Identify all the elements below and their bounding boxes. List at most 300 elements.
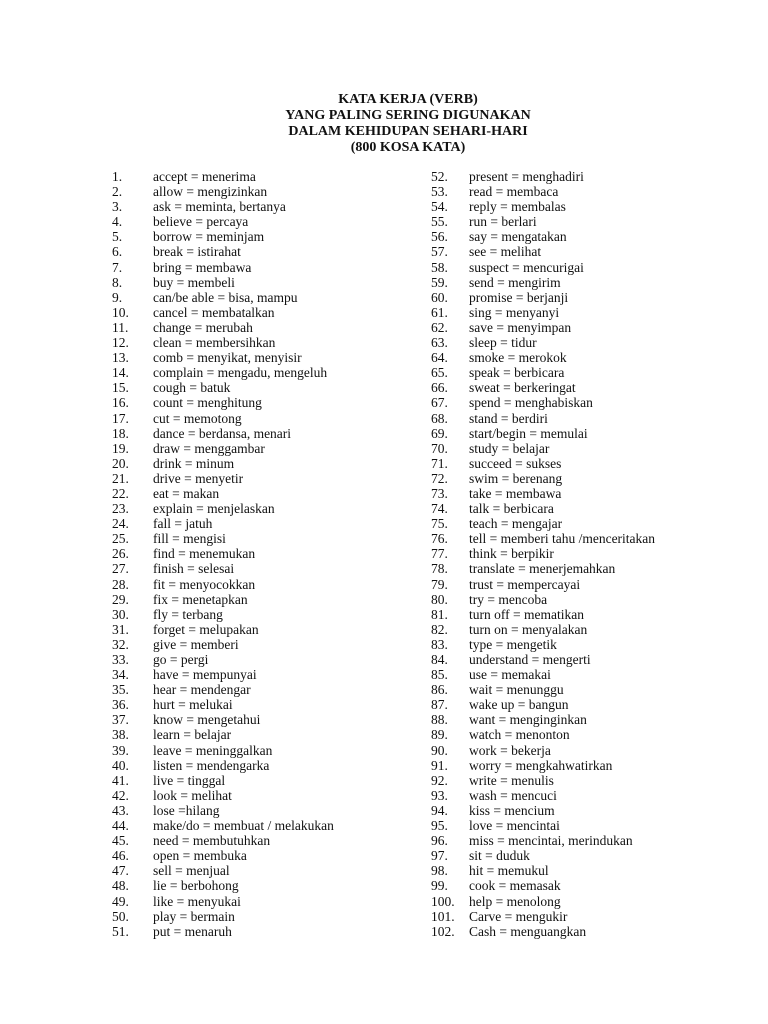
- vocab-row: [112, 637, 334, 652]
- vocab-entry: miss = mencintai, merindukan: [469, 833, 633, 849]
- vocab-entry: start/begin = memulai: [469, 425, 588, 441]
- vocab-number: 66.: [431, 380, 448, 396]
- vocab-row: [112, 320, 334, 335]
- vocab-number: 101.: [431, 908, 455, 924]
- vocab-row: [431, 169, 655, 184]
- vocab-entry: sleep = tidur: [469, 335, 537, 351]
- vocab-entry: understand = mengerti: [469, 652, 591, 667]
- vocab-number: 7.: [112, 259, 123, 275]
- vocab-row: [431, 561, 655, 576]
- vocab-number: 5.: [112, 229, 123, 245]
- vocab-entry: hit = memukul: [469, 863, 549, 879]
- vocab-number: 102.: [431, 923, 455, 939]
- vocab-number: 61.: [431, 304, 448, 320]
- vocab-entry: write = menulis: [469, 772, 554, 788]
- vocab-entry: want = menginginkan: [469, 712, 587, 728]
- vocab-entry: can/be able = bisa, mampu: [153, 289, 298, 305]
- vocab-number: 21.: [112, 470, 129, 486]
- vocab-number: 90.: [431, 742, 448, 758]
- vocab-number: 67.: [431, 395, 448, 411]
- vocab-entry: read = membaca: [469, 184, 559, 200]
- vocab-number: 46.: [112, 848, 129, 864]
- vocab-entry: fix = menetapkan: [153, 591, 248, 607]
- vocab-number: 37.: [112, 712, 129, 728]
- vocab-number: 60.: [431, 289, 448, 305]
- vocab-entry: have = mempunyai: [153, 667, 257, 683]
- vocab-entry: talk = berbicara: [469, 501, 554, 517]
- vocab-row: [431, 260, 655, 275]
- vocab-number: 36.: [112, 697, 129, 713]
- vocab-entry: promise = berjanji: [469, 289, 569, 305]
- vocab-row: [112, 169, 334, 184]
- vocab-row: [112, 682, 334, 697]
- vocab-entry: stand = berdiri: [469, 410, 548, 426]
- vocab-number: 39.: [112, 742, 129, 758]
- vocab-entry: fit = menyocokkan: [153, 576, 256, 592]
- vocab-entry: wait = menunggu: [469, 682, 564, 698]
- vocab-entry: see = melihat: [469, 244, 542, 260]
- vocab-row: [431, 456, 655, 471]
- vocab-row: [431, 305, 655, 320]
- vocab-row: [431, 652, 655, 667]
- vocab-row: [431, 199, 655, 214]
- vocab-row: [112, 833, 334, 848]
- vocab-entry: sit = duduk: [469, 848, 530, 864]
- vocab-entry: study = belajar: [469, 440, 550, 456]
- vocab-row: [431, 894, 655, 909]
- vocab-entry: succeed = sukses: [469, 455, 562, 471]
- vocab-entry: make/do = membuat / melakukan: [153, 818, 334, 834]
- vocab-row: [431, 516, 655, 531]
- vocab-entry: sell = menjual: [153, 863, 230, 879]
- vocab-row: [112, 546, 334, 561]
- vocab-entry: turn on = menyalakan: [469, 621, 588, 637]
- vocab-entry: worry = mengkahwatirkan: [469, 757, 613, 773]
- vocab-row: [112, 622, 334, 637]
- vocab-row: [112, 395, 334, 410]
- vocab-number: 3.: [112, 199, 123, 215]
- vocab-entry: type = mengetik: [469, 636, 557, 652]
- vocab-row: [431, 803, 655, 818]
- vocab-entry: play = bermain: [153, 908, 235, 924]
- vocab-row: [112, 184, 334, 199]
- vocab-number: 89.: [431, 727, 448, 743]
- right-column: [431, 169, 655, 939]
- vocab-number: 12.: [112, 335, 129, 351]
- vocab-number: 20.: [112, 455, 129, 471]
- vocab-number: 9.: [112, 289, 123, 305]
- vocab-row: [431, 682, 655, 697]
- vocab-row: [431, 622, 655, 637]
- vocab-row: [112, 848, 334, 863]
- vocab-number: 48.: [112, 878, 129, 894]
- vocab-entry: borrow = meminjam: [153, 229, 265, 245]
- vocab-number: 42.: [112, 787, 129, 803]
- vocab-number: 38.: [112, 727, 129, 743]
- vocab-number: 27.: [112, 561, 129, 577]
- vocab-entry: need = membutuhkan: [153, 833, 271, 849]
- vocab-entry: fill = mengisi: [153, 531, 226, 547]
- vocab-row: [112, 486, 334, 501]
- vocab-entry: work = bekerja: [469, 742, 551, 758]
- vocab-row: [112, 199, 334, 214]
- vocab-number: 23.: [112, 501, 129, 517]
- vocab-entry: present = menghadiri: [469, 169, 584, 184]
- vocab-row: [112, 773, 334, 788]
- vocab-row: [112, 561, 334, 576]
- vocab-row: [431, 848, 655, 863]
- vocab-row: [431, 546, 655, 561]
- vocab-entry: cook = memasak: [469, 878, 561, 894]
- vocab-number: 15.: [112, 380, 129, 396]
- vocab-entry: drive = menyetir: [153, 470, 244, 486]
- vocab-number: 10.: [112, 304, 129, 320]
- vocab-row: [431, 607, 655, 622]
- vocab-number: 98.: [431, 863, 448, 879]
- vocab-entry: love = mencintai: [469, 818, 560, 834]
- vocab-number: 41.: [112, 772, 129, 788]
- vocab-row: [112, 712, 334, 727]
- vocab-number: 4.: [112, 214, 123, 230]
- vocab-row: [112, 894, 334, 909]
- vocab-row: [112, 471, 334, 486]
- vocab-number: 17.: [112, 410, 129, 426]
- vocab-row: [112, 607, 334, 622]
- vocab-entry: believe = percaya: [153, 214, 249, 230]
- vocab-number: 34.: [112, 667, 129, 683]
- vocab-entry: reply = membalas: [469, 199, 566, 215]
- vocab-entry: eat = makan: [153, 485, 220, 501]
- vocab-row: [431, 743, 655, 758]
- vocab-row: [431, 395, 655, 410]
- vocab-entry: explain = menjelaskan: [153, 501, 275, 517]
- vocab-number: 26.: [112, 546, 129, 562]
- vocab-entry: suspect = mencurigai: [469, 259, 584, 275]
- vocab-entry: count = menghitung: [153, 395, 262, 411]
- vocab-entry: say = mengatakan: [469, 229, 567, 245]
- vocab-row: [431, 426, 655, 441]
- vocab-number: 64.: [431, 350, 448, 366]
- vocab-entry: finish = selesai: [153, 561, 235, 577]
- vocab-entry: look = melihat: [153, 787, 232, 803]
- vocab-entry: lose =hilang: [153, 802, 220, 818]
- vocab-entry: teach = mengajar: [469, 516, 563, 532]
- vocab-entry: send = mengirim: [469, 274, 561, 290]
- vocab-row: [431, 758, 655, 773]
- vocab-row: [431, 365, 655, 380]
- vocab-row: [112, 426, 334, 441]
- vocab-number: 75.: [431, 516, 448, 532]
- vocab-row: [112, 365, 334, 380]
- vocab-row: [431, 863, 655, 878]
- vocab-number: 57.: [431, 244, 448, 260]
- vocab-row: [431, 244, 655, 259]
- title-line-3: DALAM KEHIDUPAN SEHARI-HARI: [288, 124, 528, 139]
- vocab-row: [112, 667, 334, 682]
- vocab-number: 54.: [431, 199, 448, 215]
- vocab-number: 84.: [431, 652, 448, 667]
- vocab-number: 1.: [112, 169, 123, 184]
- vocab-entry: complain = mengadu, mengeluh: [153, 365, 328, 381]
- vocab-number: 50.: [112, 908, 129, 924]
- vocab-entry: put = menaruh: [153, 923, 232, 939]
- vocab-entry: lie = berbohong: [153, 878, 239, 894]
- vocab-number: 69.: [431, 425, 448, 441]
- vocab-entry: dance = berdansa, menari: [153, 425, 292, 441]
- vocab-row: [431, 667, 655, 682]
- vocab-entry: leave = meninggalkan: [153, 742, 273, 758]
- title-line-1: KATA KERJA (VERB): [338, 92, 478, 107]
- vocab-entry: forget = melupakan: [153, 621, 259, 637]
- vocab-entry: break = istirahat: [153, 244, 241, 260]
- vocab-row: [112, 501, 334, 516]
- vocab-number: 56.: [431, 229, 448, 245]
- vocab-entry: cough = batuk: [153, 380, 231, 396]
- vocab-number: 72.: [431, 470, 448, 486]
- vocab-entry: save = menyimpan: [469, 319, 572, 335]
- vocab-row: [112, 456, 334, 471]
- vocab-row: [431, 229, 655, 244]
- vocab-number: 85.: [431, 667, 448, 683]
- vocab-entry: wash = mencuci: [469, 787, 557, 803]
- vocab-number: 76.: [431, 531, 448, 547]
- vocab-entry: tell = memberi tahu /menceritakan: [469, 531, 656, 547]
- vocab-row: [431, 335, 655, 350]
- vocab-number: 30.: [112, 606, 129, 622]
- vocab-row: [112, 260, 334, 275]
- vocab-row: [112, 441, 334, 456]
- vocab-number: 22.: [112, 485, 129, 501]
- vocab-number: 47.: [112, 863, 129, 879]
- vocab-entry: fly = terbang: [153, 606, 223, 622]
- vocab-number: 31.: [112, 621, 129, 637]
- vocab-number: 91.: [431, 757, 448, 773]
- vocab-row: [431, 411, 655, 426]
- vocab-entry: Carve = mengukir: [469, 908, 568, 924]
- vocab-number: 24.: [112, 516, 129, 532]
- vocab-entry: clean = membersihkan: [153, 335, 276, 351]
- vocab-number: 2.: [112, 184, 123, 200]
- vocab-row: [431, 878, 655, 893]
- vocab-row: [431, 818, 655, 833]
- vocab-entry: spend = menghabiskan: [469, 395, 593, 411]
- vocab-entry: watch = menonton: [469, 727, 570, 743]
- vocab-row: [112, 335, 334, 350]
- vocab-row: [112, 878, 334, 893]
- vocab-row: [112, 577, 334, 592]
- vocab-entry: try = mencoba: [469, 591, 548, 607]
- vocab-number: 80.: [431, 591, 448, 607]
- vocab-entry: accept = menerima: [153, 169, 256, 184]
- vocab-entry: allow = mengizinkan: [153, 184, 268, 200]
- vocab-number: 59.: [431, 274, 448, 290]
- vocab-number: 25.: [112, 531, 129, 547]
- vocab-row: [431, 486, 655, 501]
- vocab-number: 40.: [112, 757, 129, 773]
- vocab-row: [431, 592, 655, 607]
- vocab-entry: swim = berenang: [469, 470, 563, 486]
- vocab-row: [112, 788, 334, 803]
- vocab-row: [112, 305, 334, 320]
- vocab-row: [431, 350, 655, 365]
- vocab-number: 100.: [431, 893, 455, 909]
- vocab-number: 53.: [431, 184, 448, 200]
- vocab-row: [431, 727, 655, 742]
- vocab-number: 78.: [431, 561, 448, 577]
- vocab-entry: cut = memotong: [153, 410, 242, 426]
- vocab-row: [112, 350, 334, 365]
- vocab-number: 87.: [431, 697, 448, 713]
- vocab-row: [112, 743, 334, 758]
- vocab-entry: buy = membeli: [153, 274, 235, 290]
- vocab-entry: sing = menyanyi: [469, 304, 560, 320]
- vocab-row: [112, 531, 334, 546]
- vocab-number: 94.: [431, 802, 448, 818]
- vocab-row: [431, 501, 655, 516]
- vocab-entry: Cash = menguangkan: [469, 923, 587, 939]
- vocab-row: [112, 818, 334, 833]
- vocab-number: 99.: [431, 878, 448, 894]
- vocab-entry: go = pergi: [153, 652, 209, 667]
- vocab-number: 83.: [431, 636, 448, 652]
- vocab-number: 35.: [112, 682, 129, 698]
- vocab-number: 95.: [431, 818, 448, 834]
- vocab-row: [112, 863, 334, 878]
- vocab-entry: draw = menggambar: [153, 440, 265, 456]
- vocab-row: [112, 909, 334, 924]
- vocab-entry: change = merubah: [153, 319, 253, 335]
- vocab-entry: translate = menerjemahkan: [469, 561, 616, 577]
- vocab-number: 77.: [431, 546, 448, 562]
- vocab-entry: know = mengetahui: [153, 712, 261, 728]
- vocab-row: [431, 275, 655, 290]
- title-line-4: (800 KOSA KATA): [350, 140, 466, 155]
- vocab-number: 73.: [431, 485, 448, 501]
- vocab-row: [431, 471, 655, 486]
- vocab-number: 32.: [112, 636, 129, 652]
- vocab-number: 13.: [112, 350, 129, 366]
- vocab-number: 6.: [112, 244, 123, 260]
- vocab-number: 63.: [431, 335, 448, 351]
- vocab-number: 29.: [112, 591, 129, 607]
- vocab-entry: comb = menyikat, menyisir: [153, 350, 302, 366]
- vocab-entry: speak = berbicara: [469, 365, 565, 381]
- vocab-row: [112, 380, 334, 395]
- vocab-number: 19.: [112, 440, 129, 456]
- vocab-number: 81.: [431, 606, 448, 622]
- vocab-row: [431, 290, 655, 305]
- vocab-number: 33.: [112, 652, 129, 667]
- vocab-entry: give = memberi: [153, 636, 239, 652]
- vocab-number: 92.: [431, 772, 448, 788]
- vocab-row: [112, 244, 334, 259]
- vocab-number: 14.: [112, 365, 129, 381]
- vocab-row: [112, 275, 334, 290]
- vocab-row: [431, 909, 655, 924]
- vocab-row: [431, 380, 655, 395]
- vocab-entry: listen = mendengarka: [153, 757, 270, 773]
- vocab-number: 88.: [431, 712, 448, 728]
- vocab-row: [431, 577, 655, 592]
- vocab-row: [431, 773, 655, 788]
- vocab-number: 43.: [112, 802, 129, 818]
- vocab-row: [431, 924, 655, 939]
- vocab-row: [431, 320, 655, 335]
- vocab-number: 55.: [431, 214, 448, 230]
- vocab-row: [431, 184, 655, 199]
- vocab-number: 18.: [112, 425, 129, 441]
- vocab-number: 71.: [431, 455, 448, 471]
- vocab-number: 11.: [112, 319, 129, 335]
- vocab-entry: ask = meminta, bertanya: [153, 199, 286, 215]
- vocab-row: [431, 637, 655, 652]
- vocab-row: [112, 214, 334, 229]
- vocab-row: [431, 214, 655, 229]
- vocab-row: [112, 924, 334, 939]
- vocab-number: 58.: [431, 259, 448, 275]
- vocab-row: [112, 652, 334, 667]
- vocab-row: [112, 290, 334, 305]
- left-column: [112, 169, 334, 939]
- vocab-row: [431, 697, 655, 712]
- vocab-entry: wake up = bangun: [469, 697, 569, 713]
- vocab-entry: trust = mempercayai: [469, 576, 581, 592]
- vocab-row: [431, 531, 655, 546]
- vocab-number: 68.: [431, 410, 448, 426]
- vocab-entry: run = berlari: [469, 214, 537, 230]
- title-line-2: YANG PALING SERING DIGUNAKAN: [285, 108, 531, 123]
- vocab-entry: learn = belajar: [153, 727, 232, 743]
- vocab-number: 79.: [431, 576, 448, 592]
- vocab-number: 8.: [112, 274, 123, 290]
- vocab-entry: live = tinggal: [153, 772, 226, 788]
- vocab-row: [112, 516, 334, 531]
- vocab-entry: take = membawa: [469, 485, 562, 501]
- vocab-entry: like = menyukai: [153, 893, 241, 909]
- vocab-row: [431, 788, 655, 803]
- vocab-number: 62.: [431, 319, 448, 335]
- vocab-row: [112, 697, 334, 712]
- vocab-entry: turn off = mematikan: [469, 606, 584, 622]
- vocab-number: 16.: [112, 395, 129, 411]
- vocab-number: 65.: [431, 365, 448, 381]
- vocab-row: [431, 712, 655, 727]
- vocab-number: 45.: [112, 833, 129, 849]
- vocab-number: 74.: [431, 501, 448, 517]
- vocab-entry: sweat = berkeringat: [469, 380, 576, 396]
- vocab-number: 96.: [431, 833, 448, 849]
- vocab-number: 82.: [431, 621, 448, 637]
- vocab-row: [112, 803, 334, 818]
- vocab-number: 49.: [112, 893, 129, 909]
- vocab-entry: open = membuka: [153, 848, 247, 864]
- vocab-entry: smoke = merokok: [469, 350, 567, 366]
- vocab-entry: hurt = melukai: [153, 697, 233, 713]
- vocab-row: [431, 441, 655, 456]
- vocab-entry: help = menolong: [469, 893, 561, 909]
- vocab-row: [112, 727, 334, 742]
- vocab-row: [112, 229, 334, 244]
- vocab-entry: find = menemukan: [153, 546, 256, 562]
- vocab-number: 86.: [431, 682, 448, 698]
- vocab-entry: drink = minum: [153, 455, 235, 471]
- vocab-row: [112, 411, 334, 426]
- vocab-number: 51.: [112, 923, 129, 939]
- vocab-entry: think = berpikir: [469, 546, 554, 562]
- vocab-number: 28.: [112, 576, 129, 592]
- vocab-number: 44.: [112, 818, 129, 834]
- vocab-number: 97.: [431, 848, 448, 864]
